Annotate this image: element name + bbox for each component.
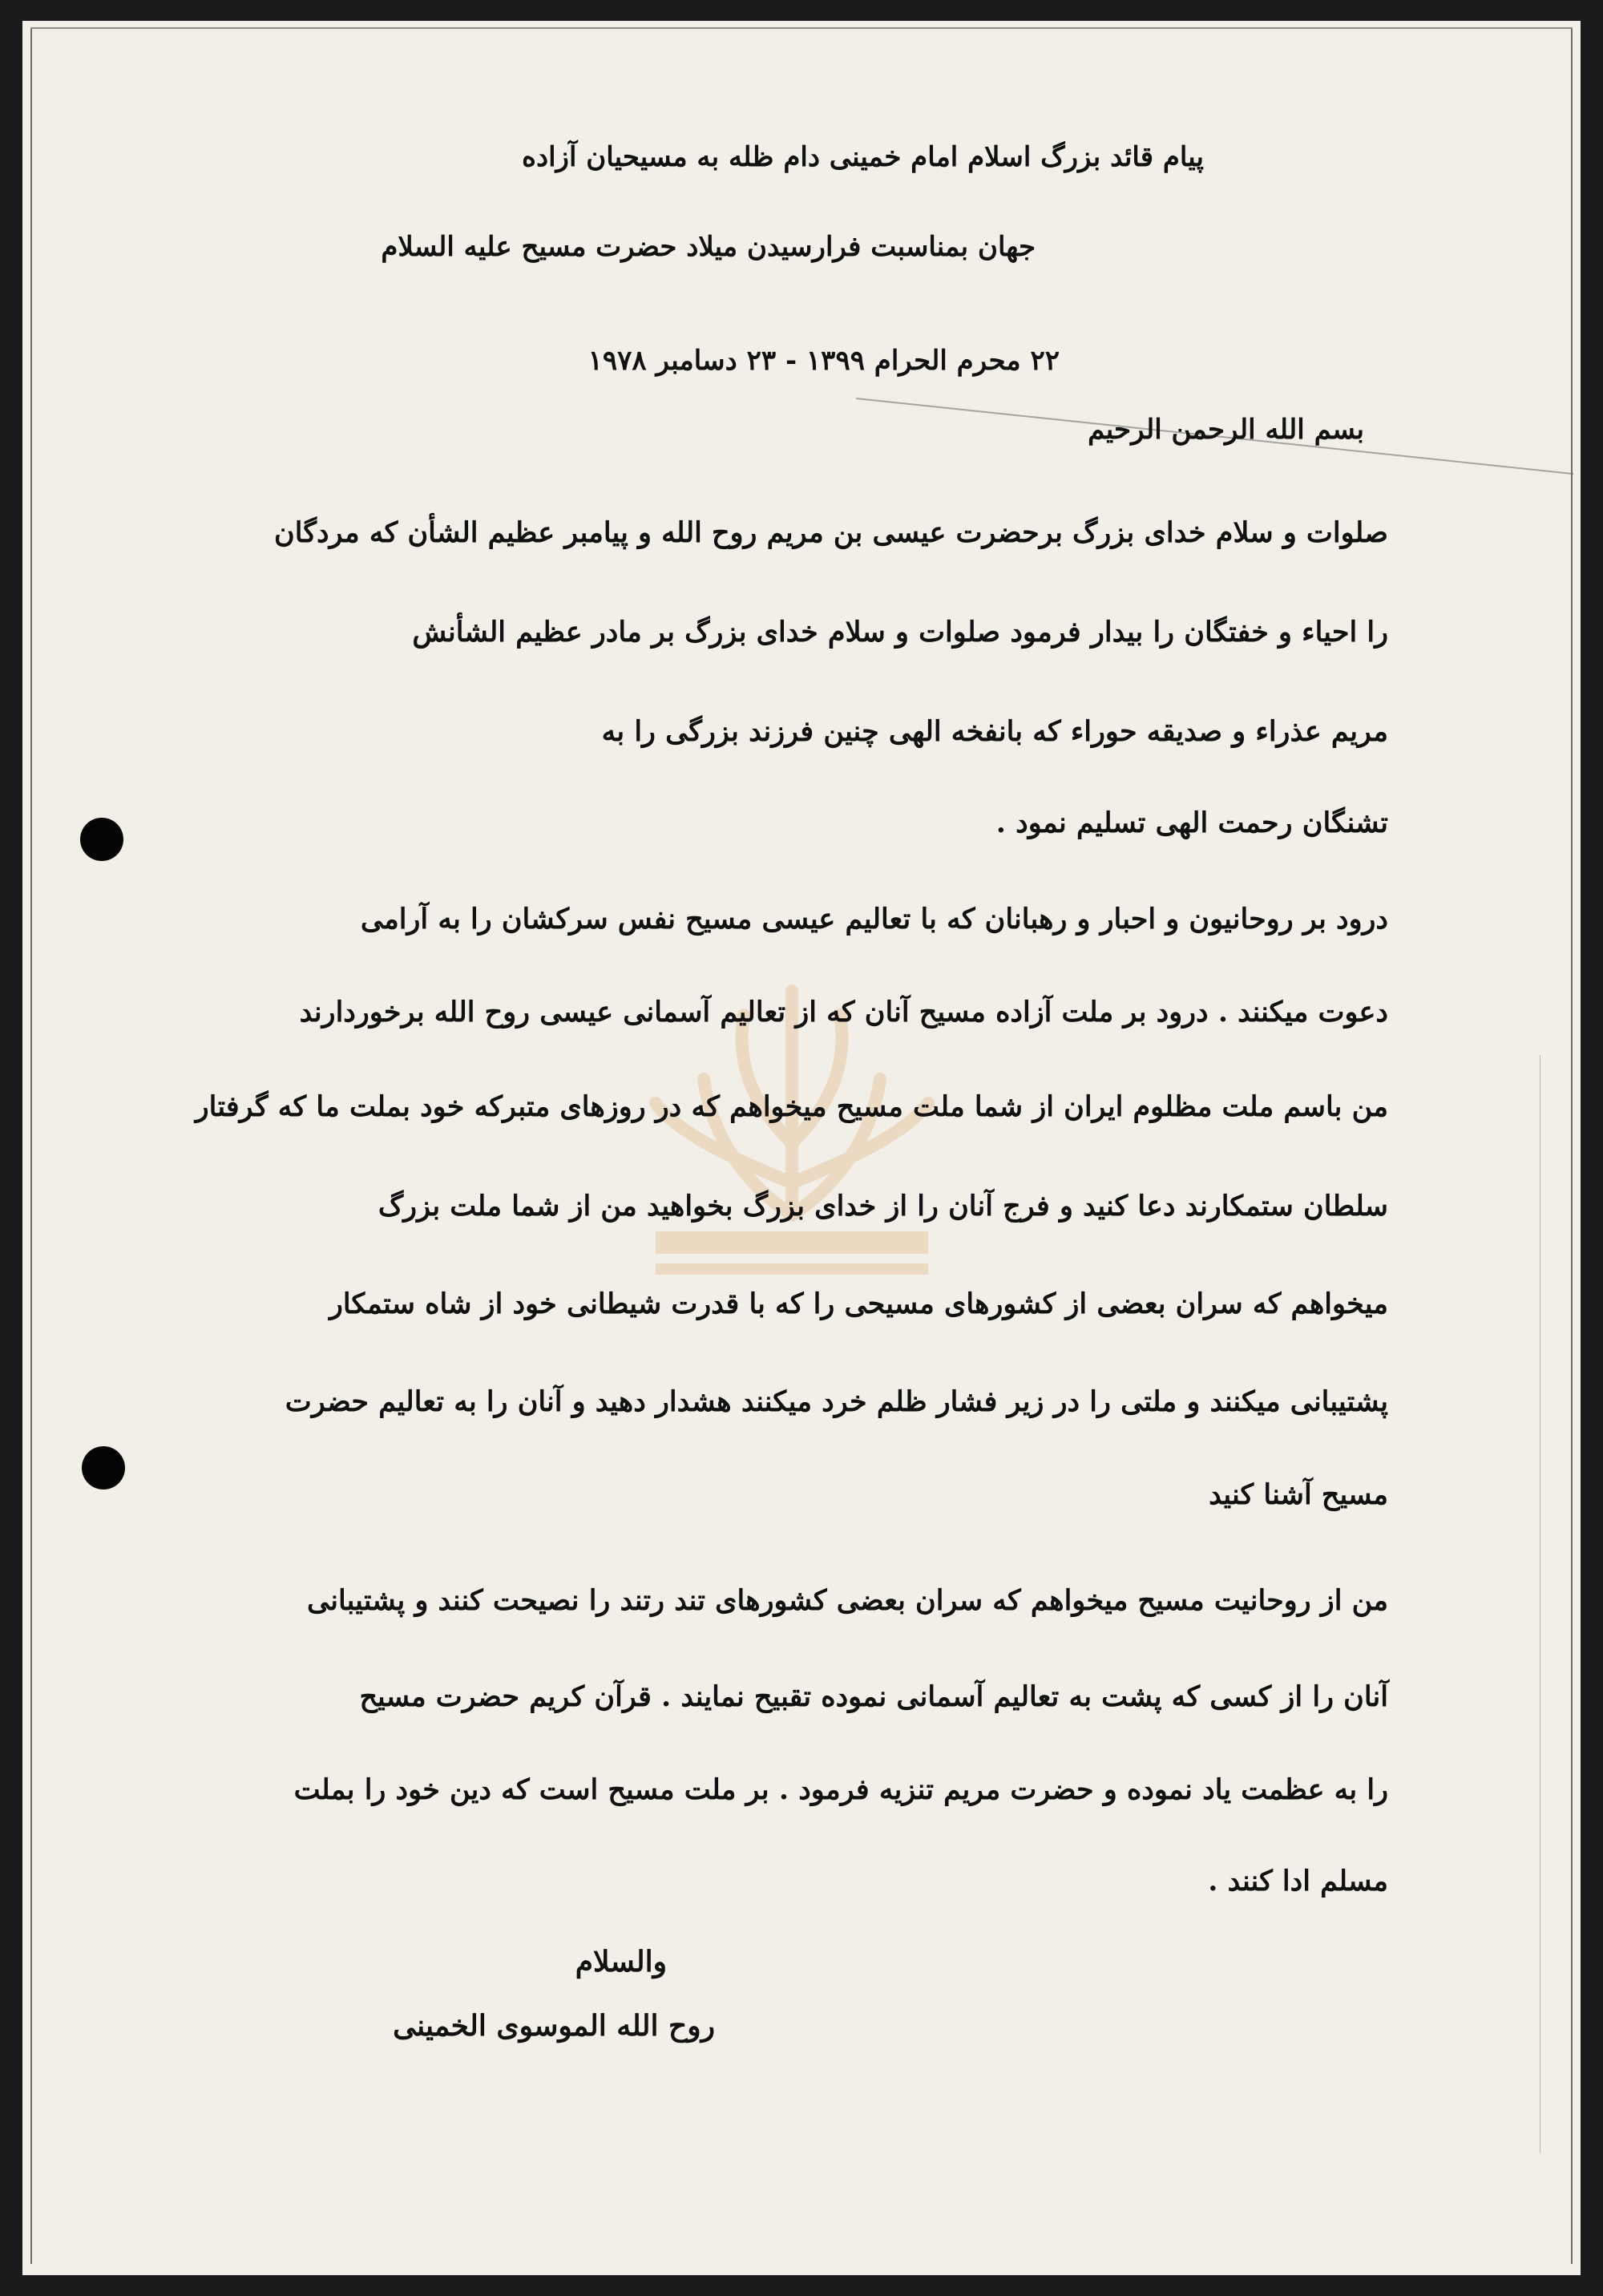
body-line: درود بر روحانیون و احبار و رهبانان که با تعالیم عیسی مسیح نفس سرکشان را به آرامی: [360, 903, 1388, 936]
body-line: پشتیبانی میکنند و ملتی را در زیر فشار ظلم خرد میکنند هشدار دهید و آنان را به تعالیم حضرت: [285, 1385, 1388, 1418]
frame-border-left: [30, 27, 32, 2264]
basmala: بسم الله الرحمن الرحیم: [1088, 414, 1364, 446]
closing-salutation: والسلام: [575, 1945, 667, 1979]
header-date: ۲۲ محرم الحرام ۱۳۹۹ - ۲۳ دسامبر ۱۹۷۸: [587, 345, 1060, 377]
body-line: تشنگان رحمت الهی تسلیم نمود .: [995, 806, 1388, 839]
body-line: من از روحانیت مسیح میخواهم که سران بعضی کشورهای تند رتند را نصیحت کنند و پشتیبانی: [307, 1584, 1388, 1617]
document-sheet: [22, 21, 1581, 2275]
punch-hole: [80, 818, 123, 861]
header-title-line: پیام قائد بزرگ اسلام امام خمینی دام ظله به مسیحیان آزاده: [522, 141, 1204, 173]
body-line: من باسم ملت مظلوم ایران از شما ملت مسیح میخواهم که در روزهای متبرکه خود بملت ما که گرفتار: [195, 1090, 1388, 1123]
frame-border-right: [1571, 27, 1573, 2264]
body-line: دعوت میکنند . درود بر ملت آزاده مسیح آنان که از تعالیم آسمانی عیسی روح الله برخوردارند: [299, 996, 1388, 1029]
signature-name: روح الله الموسوی الخمینی: [393, 2009, 715, 2043]
frame-border-top: [30, 27, 1573, 29]
body-line: صلوات و سلام خدای بزرگ برحضرت عیسی بن مریم روح الله و پیامبر عظیم الشأن که مردگان: [274, 516, 1388, 549]
body-line: سلطان ستمکارند دعا کنید و فرج آنان را از خدای بزرگ بخواهید من از شما ملت بزرگ: [378, 1190, 1388, 1223]
body-line: را به عظمت یاد نموده و حضرت مریم تنزیه فرمود . بر ملت مسیح است که دین خود را بملت: [293, 1773, 1388, 1806]
body-line: مسلم ادا کنند .: [1208, 1865, 1388, 1898]
punch-hole: [82, 1446, 125, 1490]
header-subtitle-line: جهان بمناسبت فرارسیدن میلاد حضرت مسیح علیه السلام: [381, 231, 1036, 263]
body-line: مریم عذراء و صدیقه حوراء که بانفخه الهی چنین فرزند بزرگی را به: [601, 715, 1388, 748]
body-line: مسیح آشنا کنید: [1209, 1478, 1388, 1511]
body-line: را احیاء و خفتگان را بیدار فرمود صلوات و سلام خدای بزرگ بر مادر عظیم الشأنش: [412, 616, 1388, 649]
body-line: میخواهم که سران بعضی از کشورهای مسیحی را که با قدرت شیطانی خود از شاه ستمکار: [329, 1287, 1388, 1320]
body-line: آنان را از کسی که پشت به تعالیم آسمانی نموده تقبیح نمایند . قرآن کریم حضرت مسیح: [359, 1680, 1388, 1713]
